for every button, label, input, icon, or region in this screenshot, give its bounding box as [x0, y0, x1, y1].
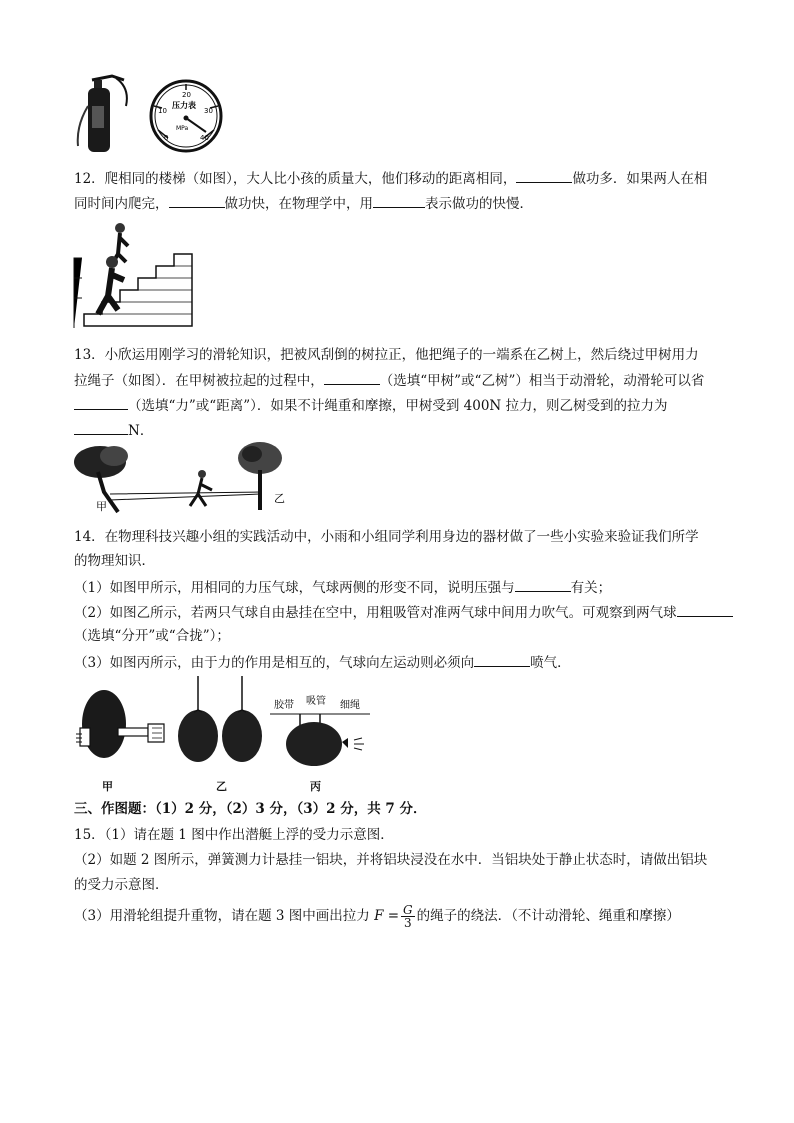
q14-text-8: 喷气．: [530, 655, 571, 671]
balloon-rocket-figure: [270, 690, 370, 770]
fire-extinguisher-figure: [72, 66, 136, 158]
gauge-tick-0: 0: [164, 134, 169, 142]
formula-denominator: 3: [404, 916, 412, 930]
formula-numerator: G: [403, 903, 413, 917]
label-tape: 胶带: [274, 700, 294, 711]
q14-text-5: （2）如图乙所示，若两只气球自由悬挂在空中，用粗吸管对准两气球中间用力吹气。可观察到两气球: [74, 605, 677, 621]
q14-sub1: [74, 577, 611, 597]
q13-text-2: 拉绳子（如图）．在甲树被拉起的过程中，: [74, 373, 324, 389]
tree-yi-label: 乙: [274, 492, 285, 505]
gauge-tick-30: 30: [204, 107, 213, 115]
formula-fraction: [401, 904, 415, 929]
gauge-tick-40: 40: [200, 134, 209, 142]
q12-text-5: 表示做功的快慢．: [425, 196, 533, 212]
stairs-climbing-figure: [74, 218, 194, 330]
q12-blank-3[interactable]: [373, 193, 425, 208]
caption-jia: 甲: [102, 780, 113, 793]
tree-jia-label: 甲: [96, 500, 107, 513]
gauge-label: 压力表: [172, 101, 196, 110]
q12-line1: [74, 168, 707, 188]
q14-text-7: （3）如图丙所示，由于力的作用是相互的，气球向左运动则必须向: [74, 655, 475, 671]
q14-sub3: [74, 652, 571, 672]
q13-line4: [74, 420, 153, 440]
q13-blank-2[interactable]: [74, 395, 128, 410]
q15-text-5: 的绳子的绕法．（不计动滑轮、绳重和摩擦）: [416, 908, 680, 924]
q14-text-4: 有关；: [570, 580, 612, 596]
q14-blank-1[interactable]: [515, 577, 571, 592]
caption-yi: 乙: [216, 780, 227, 793]
formula-lhs: F =: [374, 908, 400, 924]
gauge-tick-20: 20: [182, 91, 191, 99]
q15-line1: [74, 826, 394, 844]
balloon-press-figure: [74, 688, 166, 766]
q15-text-3: 的受力示意图．: [74, 877, 169, 893]
label-string: 细绳: [340, 700, 360, 711]
q14-line2: [74, 552, 155, 570]
q14-line1: [74, 528, 699, 546]
gauge-unit: MPa: [176, 125, 189, 132]
pressure-gauge-figure: [148, 78, 224, 154]
q14-sub2: [74, 602, 733, 622]
q15-text-2: （2）如题 2 图所示，弹簧测力计悬挂一铝块，并将铝块浸没在水中．当铝块处于静止状态时，请做出铝块: [74, 852, 708, 868]
q13-text-3: （选填“甲树”或“乙树”）相当于动滑轮，动滑轮可以省: [379, 373, 705, 389]
hanging-balloons-figure: [176, 676, 266, 766]
section3-heading: [74, 800, 427, 818]
q14-text-2: 的物理知识．: [74, 553, 155, 569]
q15-line3: [74, 876, 169, 894]
q13-line3: [74, 395, 668, 415]
q15-text-1: 15．（1）请在题 1 图中作出潜艇上浮的受力示意图．: [74, 827, 394, 843]
q15-text-4: （3）用滑轮组提升重物，请在题 3 图中画出拉力: [74, 908, 370, 924]
q15-line4: [74, 904, 680, 929]
q12-text-1: 12．爬相同的楼梯（如图），大人比小孩的质量大，他们移动的距离相同，: [74, 171, 517, 187]
q14-blank-3[interactable]: [474, 652, 530, 667]
section3-heading-text: 三、作图题：（1）2 分，（2）3 分，（3）2 分，共 7 分．: [74, 801, 427, 817]
q12-line2: [74, 193, 533, 213]
q12-blank-2[interactable]: [169, 193, 225, 208]
q15-line2: [74, 851, 707, 869]
label-straw: 吸管: [306, 696, 326, 707]
trees-pulley-figure: [74, 442, 294, 516]
q13-line2: [74, 370, 704, 390]
q14-text-3: （1）如图甲所示，用相同的力压气球，气球两侧的形变不同，说明压强与: [74, 580, 515, 596]
q14-text-6: （选填“分开”或“合拢”）；: [74, 628, 230, 644]
q12-text-3: 同时间内爬完，: [74, 196, 169, 212]
q13-text-5: N．: [128, 423, 154, 439]
q12-blank-1[interactable]: [516, 168, 572, 183]
q12-text-4: 做功快，在物理学中，用: [224, 196, 373, 212]
q13-line1: [74, 346, 699, 364]
q12-text-2: 做功多．如果两人在相: [572, 171, 708, 187]
q13-blank-1[interactable]: [324, 370, 380, 385]
q13-text-4: （选填“力”或“距离”）．如果不计绳重和摩擦，甲树受到 400N 拉力，则乙树受到的拉力为: [128, 398, 668, 414]
q14-text-1: 14．在物理科技兴趣小组的实践活动中，小雨和小组同学利用身边的器材做了一些小实验来验证我们所学: [74, 529, 699, 545]
q13-blank-3[interactable]: [74, 420, 128, 435]
caption-bing: 丙: [310, 780, 321, 793]
q14-blank-2[interactable]: [677, 602, 733, 617]
gauge-tick-10: 10: [158, 107, 167, 115]
q14-sub2-line2: [74, 627, 230, 645]
q13-text-1: 13．小欣运用刚学习的滑轮知识，把被风刮倒的树拉正，他把绳子的一端系在乙树上，然后绕过甲树用力: [74, 347, 699, 363]
